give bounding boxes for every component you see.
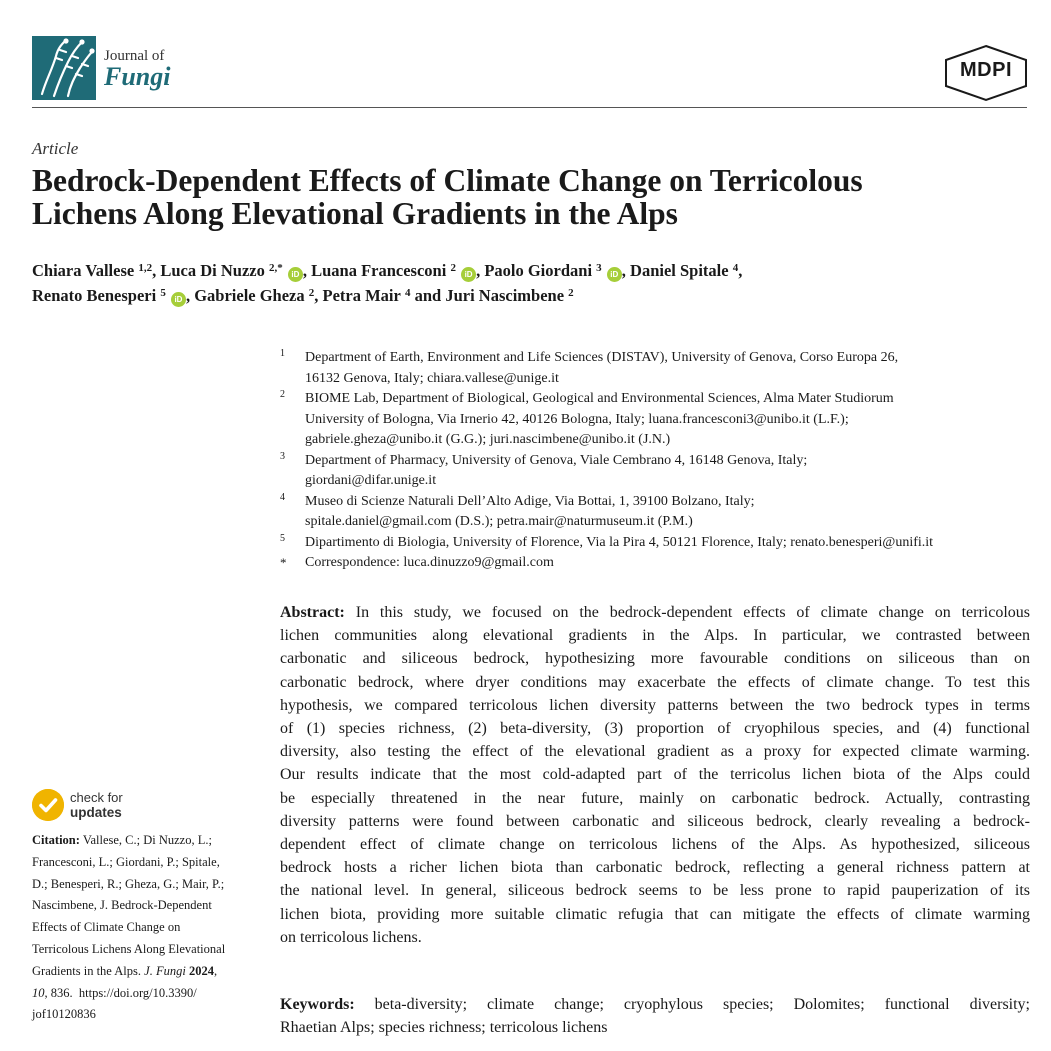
abstract-line: carbonatic and siliceous bedrock, hypothesizing more favourable conditions on siliceous than on <box>280 650 1030 668</box>
affiliation-item: 1 Department of Earth, Environment and Life Sciences (DISTAV), University of Genova, Corso Europa 26, 16132 Genova, Italy; chiara.vallese@unige.it <box>280 348 1030 389</box>
author-name[interactable]: Renato Benesperi <box>32 286 157 305</box>
orcid-icon[interactable]: iD <box>461 267 476 282</box>
abstract-line: Our results indicate that the most cold-adapted part of the terricolus lichen biota of the Alps could <box>280 766 1030 784</box>
abstract-line: carbonatic bedrock, where dryer conditions may exacerbate the effects of climate change. To test this <box>280 673 1030 691</box>
affiliation-item: 3 Department of Pharmacy, University of Genova, Viale Cembrano 4, 16148 Genova, Italy; giordani@difar.unige.it <box>280 451 1030 492</box>
affiliation-item: 4 Museo di Scienze Naturali Dell’Alto Adige, Via Bottai, 1, 39100 Bolzano, Italy; spitale.daniel@gmail.com (D.S.); petra.mair@naturmuseum.it (P.M.) <box>280 492 1030 533</box>
author-name[interactable]: Luana Francesconi <box>311 261 447 280</box>
citation-doi-tail[interactable]: jof10120836 <box>32 1007 96 1022</box>
affiliation-number: 3 <box>280 450 285 462</box>
check-updates-icon[interactable] <box>32 789 64 821</box>
keywords-label: Keywords: <box>280 996 355 1013</box>
author-affiliation: 2 <box>450 262 456 274</box>
affiliation-number: 1 <box>280 348 285 359</box>
affiliation-number: 4 <box>280 491 285 503</box>
author-name[interactable]: Gabriele Gheza <box>194 286 305 305</box>
abstract-line: bedrock hosts a richer lichen biota than carbonatic bedrock, reflecting a general richness pattern at <box>280 859 1030 877</box>
author-affiliation: 2 <box>568 287 574 299</box>
author-line: Renato Benesperi $^5$ iD , Gabriele Gheza $^2$, Petra Mair $^4$ and Juri Nascimbene $^2$ <box>32 286 574 305</box>
abstract-line: hypothesis, we compared terricolous lichen diversity patterns between the two bedrock types in terms <box>280 696 1030 714</box>
journal-name: Fungi <box>104 62 171 91</box>
affiliation-number: 2 <box>280 389 285 400</box>
abstract-line: the national level. In general, siliceous bedrock seems to be less prone to rapid pauperization of its <box>280 882 1030 900</box>
publisher-name: MDPI <box>960 59 1012 81</box>
title-line: Bedrock-Dependent Effects of Climate Change on Terricolous <box>32 163 863 198</box>
author-affiliation: 5 <box>160 287 166 299</box>
abstract-line: of (1) species richness, (2) beta-diversity, (3) proportion of cryophilous species, and (4) functional <box>280 720 1030 738</box>
orcid-icon[interactable]: iD <box>288 267 303 282</box>
affiliations <box>280 348 1030 574</box>
affiliation-number: * <box>280 555 287 570</box>
abstract-line: diversity patterns were found between carbonatic and siliceous bedrock, clearly revealing a bedrock- <box>280 812 1030 830</box>
citation-doi-link[interactable]: https://doi.org/10.3390/ <box>78 985 197 1000</box>
author-name[interactable]: Paolo Giordani <box>484 261 593 280</box>
fungi-hyphae-icon <box>32 36 96 100</box>
affiliation-item: 5 Dipartimento di Biologia, University of Florence, Via la Pira 4, 50121 Florence, Italy; renato.benesperi@unifi.it <box>280 533 1030 554</box>
author-affiliation: 4 <box>404 287 411 299</box>
journal-name-small: Journal of <box>104 48 165 64</box>
author-name[interactable]: Daniel Spitale <box>630 261 729 280</box>
abstract-line: on terricolous lichens. <box>280 928 422 946</box>
author-affiliation: 2,* <box>268 262 283 274</box>
orcid-icon[interactable]: iD <box>171 292 186 307</box>
publisher-logo <box>944 44 1028 102</box>
keywords-line: Keywords: beta-diversity; climate change; cryophylous species; Dolomites; functional diversity; <box>280 996 1031 1013</box>
journal-logo <box>32 36 96 100</box>
abstract-line: be especially threatened in the near future, mainly on carbonatic bedrock. Actually, contrasting <box>280 789 1030 807</box>
affiliation-number: 5 <box>280 532 285 544</box>
citation: Citation: Vallese, C.; Di Nuzzo, L.; Francesconi, L.; Giordani, P.; Spitale, D.; Benesperi, R.; Gheza, G.; Mair, P.; Nascimbene, J. Bedrock-Dependent Effects of Climate Change on Terricolous Lichens Along Elevational Gradients in the Alps. J. Fungi 2024, 10, 836. https://doi.org/10.3390/ jof10120836 <box>32 830 262 1026</box>
orcid-icon[interactable]: iD <box>607 267 622 282</box>
author-affiliation: 1,2 <box>138 262 153 274</box>
abstract <box>280 601 1030 949</box>
author-line: Chiara Vallese $^{1,2}$, Luca Di Nuzzo $^{2,*}$ iD , Luana Francesconi $^2$ iD , Paolo Giordani $^3$ iD , Daniel Spitale $^4$, <box>32 261 743 280</box>
header-divider <box>32 107 1027 108</box>
check-updates-label[interactable]: check for <box>70 790 123 805</box>
article-title <box>32 164 1027 230</box>
citation-label: Citation: <box>32 833 80 847</box>
keywords-line: Rhaetian Alps; species richness; terricolous lichens <box>280 1019 608 1037</box>
affiliation-item: 2 BIOME Lab, Department of Biological, Geological and Environmental Sciences, Alma Mater Studiorum University of Bologna, Via Irnerio 42, 40126 Bologna, Italy; luana.francesconi3@unibo.it (L.F.); gabriele.gheza@unibo.it (G.G.); juri.nascimbene@unibo.it (J.N.) <box>280 389 1030 451</box>
author-name[interactable]: Chiara Vallese <box>32 261 135 280</box>
author-name[interactable]: Juri Nascimbene <box>445 286 565 305</box>
abstract-label: Abstract: <box>280 604 345 621</box>
title-line: Lichens Along Elevational Gradients in the Alps <box>32 196 678 231</box>
author-affiliation: 2 <box>308 287 315 299</box>
citation-volume: 10 <box>32 985 45 1000</box>
check-updates-label-bold[interactable]: updates <box>70 805 122 820</box>
citation-year: 2024 <box>188 963 214 978</box>
author-name[interactable]: Petra Mair <box>322 286 401 305</box>
article-type: Article <box>32 139 79 158</box>
abstract-line: dependent effect of climate change on terricolous lichens of the Alps. As hypothesized, siliceous <box>280 836 1030 854</box>
abstract-line: Abstract: In this study, we focused on the bedrock-dependent effects of climate change on terricolous <box>280 604 1030 621</box>
correspondence: * Correspondence: luca.dinuzzo9@gmail.com <box>280 553 1030 574</box>
abstract-line: lichen communities along elevational gradients in the Alps. In particular, we contrasted between <box>280 627 1030 645</box>
author-name[interactable]: Luca Di Nuzzo <box>160 261 265 280</box>
keywords <box>280 993 1030 1039</box>
author-affiliation: 4 <box>732 262 739 274</box>
citation-journal: J. Fungi <box>144 963 186 978</box>
author-list <box>32 258 1027 308</box>
abstract-line: lichen biota, providing more suitable climatic refugia that can mitigate the effects of climate warming <box>280 905 1030 923</box>
abstract-line: diversity, also testing the effect of the elevational gradient as a proxy for expected climate warming. <box>280 743 1030 761</box>
author-affiliation: 3 <box>596 262 602 274</box>
